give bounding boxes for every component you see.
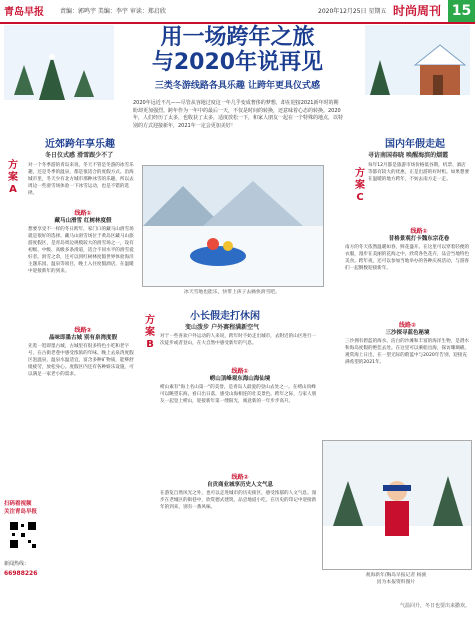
section-title: 时尚周刊: [393, 4, 442, 18]
winter-person-illustration: [323, 441, 471, 569]
editor-credits: 责编：郭鸣宇 美编：李宇 审读：郑启欣: [60, 8, 166, 15]
plan-a-label: 方案A: [8, 160, 18, 195]
issue-date: 2020年12月25日 星期五: [318, 8, 387, 15]
footer-caption: 气温回升，冬日也要出来撒欢。: [399, 603, 470, 609]
hotline-number: 66988226: [4, 570, 38, 577]
plan-c-lead: 每年12月都是旅游市场价格低谷期，机票、酒店等都有较大的优惠，正是出游的好时机。如果想要在温暖的地方跨年，不妨去南方走一走。: [368, 163, 470, 182]
sledding-caption: 冰天雪地也能乐，快带上孩子去痛快滑雪吧。: [184, 290, 280, 295]
plan-a-route-1-heading: 线路①: [74, 210, 92, 217]
page-number: 15: [448, 0, 475, 22]
snow-scene-photo: [4, 25, 114, 120]
qr-code-icon[interactable]: [8, 520, 38, 550]
plan-c-route-1-text: 南方的冬天依然温暖如春，鲜花盛开。在这里可以穿着轻便的衣服，漫步在美丽的花海之中，欣赏各色花卉，品尝当地特色美食。跨年夜，还可以参加当地举办的各种庆祝活动，与游客们一起倒数迎接新年。: [345, 245, 470, 271]
sledding-illustration: [143, 166, 323, 286]
snow-house-illustration: [365, 25, 470, 120]
plan-c-route-1-title: 昔格景观打卡魏东宗花卷: [388, 236, 450, 242]
plan-a-route-2-text: 先逛一逛即墨古城，古城里有很多特色小吃和老字号，在古街老巷中感受浓浓的年味。晚上去泉湾度假区泡温泉，温泉水温适宜，富含多种矿物质，能够舒缓疲劳，放松身心。度假区内还有各种娱乐设施，可以满足一家老小的需求。: [28, 344, 134, 377]
plan-c-label: 方案C: [355, 168, 365, 203]
plan-a-route-1-text: 想要享受不一样的冬日跨年，家门口的藏马山滑雪场就是很好的选择。藏马山滑雪场位于黄岛区藏马山旅游度假区，是青岛周边规模较大的滑雪场之一，设有初级、中级、高级多条滑道，适合不同水平的滑雪爱好者。滑雪之余，还可以到红树林度假世界体验海洋主题乐园、温泉等项目，晚上入住度假酒店，在温暖中迎接新年的到来。: [28, 227, 134, 274]
headline-line-2: 与2020年说再见: [151, 50, 324, 75]
snow-trees-illustration: [4, 25, 114, 120]
plan-c-subtitle: 寻访南国春晓 唤醒海滨的烟霞: [368, 152, 449, 159]
plan-c-route-2-text: 三沙拥有碧蓝的海水、洁白的沙滩和丰富的海洋生物，是潜水和海岛度假的绝佳去处。在这里可以乘船出海，探访珊瑚礁，观赏海上日出，在一望无际的蔚蓝中与2020年告别，迎接充满希望的2021年。: [345, 339, 470, 365]
plan-a-subtitle: 冬日仪式感 滑雪跟少不了: [45, 152, 114, 159]
plan-a-route-2-title: 晶味即墨古城 别有泉湾度假: [49, 335, 117, 341]
plan-b-label: 方案B: [145, 315, 155, 350]
headline-line-1: 用一场跨年之旅: [160, 25, 315, 50]
hotline-label: 新闻热线：: [4, 561, 30, 567]
plan-a-lead: 对一个冬季游的青岛来说，冬天不管是冬游的冰雪乐趣，还是冬季的温泉，都是很适合的度假方式。沿海城市里，冬天少有北方城市那种冰雪的乐趣，所以去周边一些滑雪场体验一下冰雪运动，也是不错的选择。: [28, 163, 134, 196]
headline-deck: 三类冬游线路各具乐趣 让跨年更具仪式感: [154, 81, 321, 91]
plan-b-route-2-title: 自贡商业城享历史人文气息: [206, 482, 273, 488]
plan-b-subtitle: 变山泼步 户外赛程满新空气: [185, 324, 260, 331]
plan-b-route-1-title: 崂山顶峰观东海山海仙境: [209, 376, 271, 382]
newspaper-logo: 青岛早报: [4, 7, 44, 18]
plan-c-route-2-title: 三沙探寻蓝色秘境: [385, 330, 430, 336]
plan-b-route-1-text: 崂山素有"海上名山第一"的美誉，是青岛人最爱的登山去处之一。在崂山顶峰可以眺望东海，看日出日落，感受山海相连的壮美景色。跨年之际，与家人朋友一起登上崂山，迎接新年第一缕阳光，寓意新的一年步步高升。: [160, 385, 317, 404]
scan-prompt: 扫码看视频 关注青岛早报: [4, 501, 38, 515]
plan-b-route-1-heading: 线路①: [231, 368, 249, 375]
plan-b-route-2-heading: 线路②: [231, 474, 249, 481]
snow-house-photo: [365, 25, 470, 120]
sledding-photo: [142, 165, 324, 287]
plan-a-route-2-heading: 线路②: [74, 327, 92, 334]
plan-a-title: 近郊跨年享乐趣: [45, 139, 115, 150]
plan-c-route-1-heading: 线路①: [410, 228, 428, 235]
qr-pattern: [8, 520, 38, 550]
plan-b-lead: 对于一些喜欢户外运动的人来说，跨年时不妨走出城市，去附近的山区进行一次徒步或者登山，在大自然中感受新年的气息。: [160, 334, 317, 346]
intro-paragraph: 2020年远近不凡——尽管从容地过度这一年几乎变成奢侈的梦想，却在迎接2021新年时的期盼却更加强烈。跨年作为一年中的最后一天，不仅是时间的转换，还意味着心态的转换。2020年，人们经历了太多，也收获了太多，适度放松一下，和家人朋友一起在一个特殊的地点，以特别的方式迎接新年，2021年一定会更加美好！: [133, 100, 344, 129]
winter-person-caption: 观海新年/胸岛早报记者 杨骏 因为本报资料图片: [365, 573, 427, 585]
plan-c-title: 国内年假走起: [385, 139, 445, 150]
plan-c-route-2-heading: 线路②: [398, 322, 417, 329]
plan-b-title: 小长假走打休闲: [190, 311, 260, 322]
plan-b-route-2-text: 在游览自然风光之外，也可以走进城市的历史街区，感受浓郁的人文气息。漫步在老城区的街巷中，欣赏德式建筑，品尝地道小吃，在历史的印记中迎接新年的到来，别有一番风味。: [160, 491, 317, 510]
winter-person-photo: [322, 440, 472, 570]
page-header: [0, 0, 475, 24]
plan-a-route-1-title: 藏马山滑雪 红树林度假: [54, 218, 112, 224]
headline: [120, 25, 355, 75]
